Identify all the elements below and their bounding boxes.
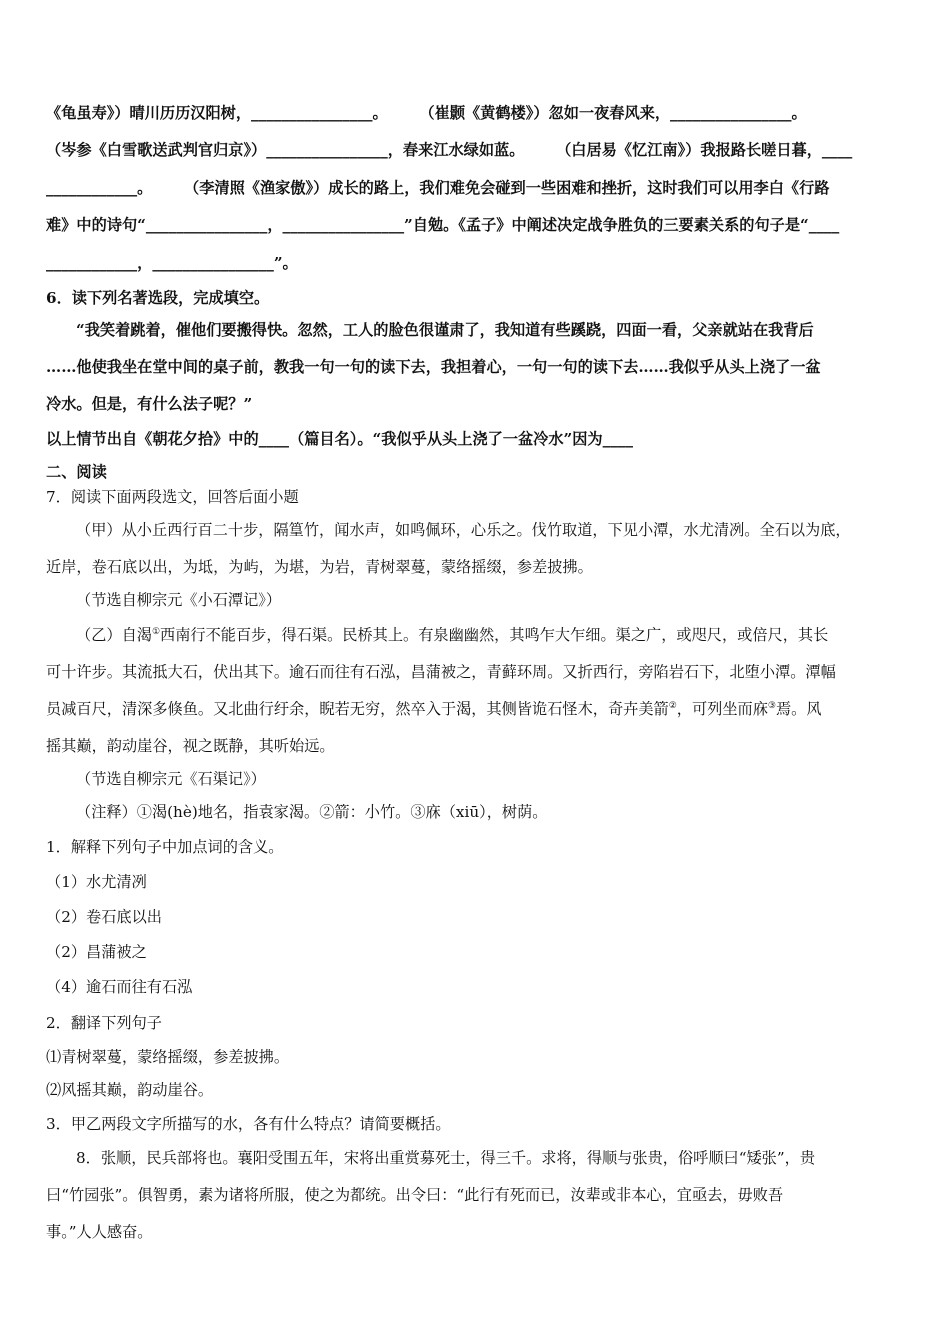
fill-blank-line-5: ____________，________________”。 — [46, 254, 298, 272]
footnote-ref-2: ② — [668, 700, 677, 711]
question-8-line-2: 曰“竹园张”。俱智勇，素为诸将所服，使之为都统。出令曰：“此行有死而已，汝辈或非本心，宜亟去，毋败吾 — [46, 1186, 784, 1204]
fill-blank-line-1: 《龟虽寿》）晴川历历汉阳树，________________。 （崔颢《黄鹤楼》）忽如一夜春风来，________________。 — [46, 104, 807, 122]
passage-jia-line-1: （甲）从小丘西行百二十步，隔篁竹，闻水声，如鸣佩环，心乐之。伐竹取道，下见小潭，水尤清冽。全石以为底， — [76, 521, 851, 539]
passage-yi-line-1-rest: 西南行不能百步，得石渠。民桥其上。有泉幽幽然，其鸣乍大乍细。渠之广，或咫尺，或倍尺，其长 — [160, 626, 829, 644]
question-6-passage-line-3: 冷水。但是，有什么法子呢？” — [46, 395, 253, 413]
passage-yi-source: （节选自柳宗元《石渠记》） — [76, 770, 266, 788]
passage-jia-line-2: 近岸，卷石底以出，为坻，为屿，为堪，为岩，青树翠蔓，蒙络摇缀，参差披拂。 — [46, 558, 593, 576]
section-2-title: 二、阅读 — [46, 463, 107, 481]
question-8-line-3: 事。”人人感奋。 — [46, 1223, 153, 1241]
question-8-line-1: 8．张顺，民兵部将也。襄阳受围五年，宋将出重赏募死士，得三千。求将，得顺与张贵，俗呼顺曰“矮张”，贵 — [76, 1149, 816, 1167]
question-6-passage-line-1: “我笑着跳着，催他们要搬得快。忽然，工人的脸色很谨肃了，我知道有些蹊跷，四面一看，父亲就站在我背后 — [76, 321, 814, 339]
passage-yi-line-2: 可十许步。其流抵大石，伏出其下。逾石而往有石泓，昌蒲被之，青藓环周。又折西行，旁陷岩石下，北堕小潭。潭幅 — [46, 663, 836, 681]
subquestion-1-item-2: （2）卷石底以出 — [46, 908, 162, 926]
subquestion-2-title: 2．翻译下列句子 — [46, 1014, 162, 1032]
passage-jia-source: （节选自柳宗元《小石潭记》） — [76, 591, 282, 609]
passage-yi-line-3-start: 员减百尺，清深多倏鱼。又北曲行纡余，睨若无穷，然卒入于渴，其侧皆诡石怪木，奇卉美箭 — [46, 700, 669, 718]
passage-yi-line-3 — [46, 699, 914, 719]
passage-yi-line-3-end: 焉。风 — [775, 700, 822, 718]
fill-blank-line-2: （岑参《白雪歌送武判官归京》）________________，春来江水绿如蓝。 （白居易《忆江南》）我报路长嗟日暮，____ — [46, 141, 853, 159]
footnote-ref-3: ③ — [767, 700, 776, 711]
annotation-notes: （注释）①渴(hè)地名，指袁家渴。②箭：小竹。③庥（xiū），树荫。 — [76, 803, 548, 821]
fill-blank-line-3: ____________。 （李清照《渔家傲》）成长的路上，我们难免会碰到一些困难和挫折，这时我们可以用李白《行路 — [46, 179, 830, 197]
fill-blank-line-4: 难》中的诗句“________________，________________”自勉。《孟子》中阐述决定战争胜负的三要素关系的句子是“____ — [46, 216, 840, 234]
subquestion-1-title: 1．解释下列句子中加点词的含义。 — [46, 838, 284, 856]
question-6-fill: 以上情节出自《朝花夕拾》中的____（篇目名）。“我似乎从头上浇了一盆冷水”因为____ — [46, 430, 633, 448]
subquestion-1-item-4: （4）逾石而往有石泓 — [46, 978, 193, 996]
question-7-title: 7．阅读下面两段选文，回答后面小题 — [46, 488, 299, 506]
passage-yi-line-1 — [76, 625, 914, 645]
passage-yi-line-4: 摇其巅，韵动崖谷，视之既静，其听始远。 — [46, 737, 335, 755]
subquestion-1-item-3: （2）昌蒲被之 — [46, 943, 147, 961]
subquestion-1-item-1: （1）水尤清冽 — [46, 873, 147, 891]
question-6-passage-line-2: ……他使我坐在堂中间的桌子前，教我一句一句的读下去，我担着心，一句一句的读下去……我似乎从头上浇了一盆 — [46, 358, 821, 376]
passage-yi-line-1-start: （乙）自渴 — [76, 626, 152, 644]
subquestion-2-item-2: ⑵风摇其巅，韵动崖谷。 — [46, 1081, 214, 1099]
footnote-ref-1: ① — [151, 626, 161, 637]
subquestion-2-item-1: ⑴青树翠蔓，蒙络摇缀，参差披拂。 — [46, 1048, 289, 1066]
passage-yi-line-3-mid: ，可列坐而庥 — [676, 700, 768, 718]
question-6-title: 6．读下列名著选段，完成填空。 — [46, 289, 270, 307]
subquestion-3-title: 3．甲乙两段文字所描写的水，各有什么特点？请简要概括。 — [46, 1115, 451, 1133]
